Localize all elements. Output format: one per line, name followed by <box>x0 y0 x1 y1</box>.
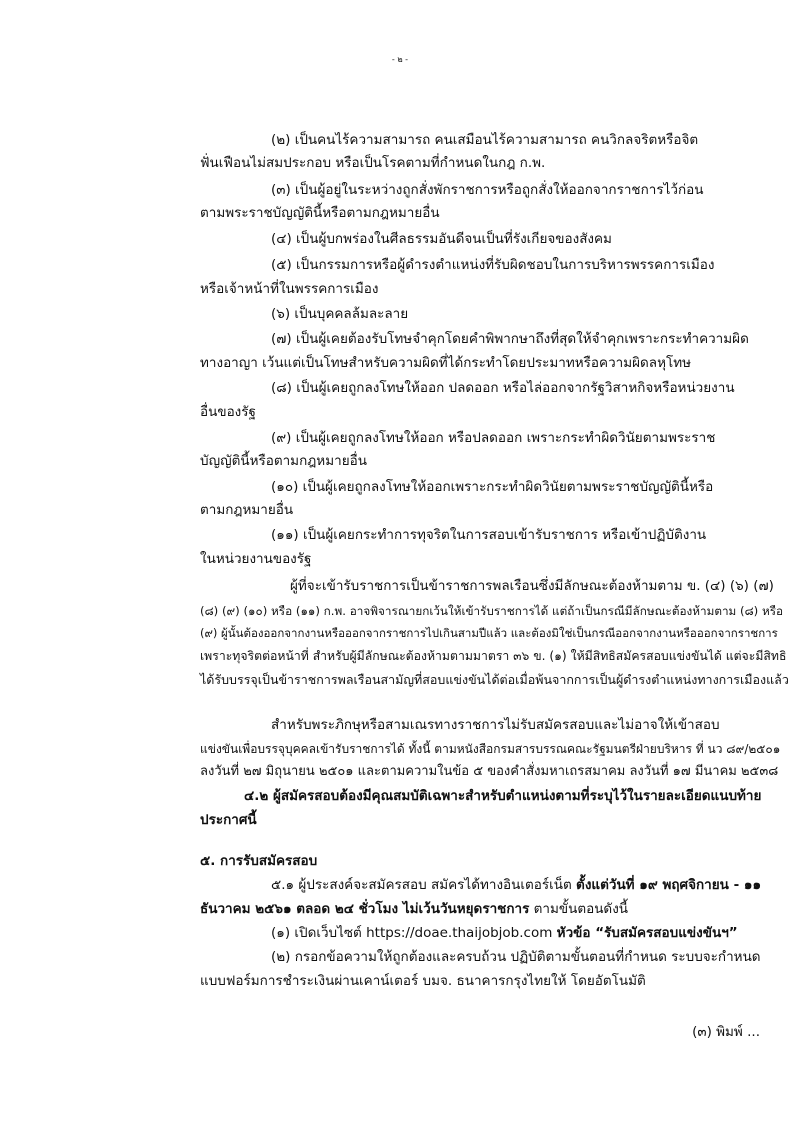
step-2-line-2: แบบฟอร์มการชำระเงินผ่านเคาน์เตอร์ บมจ. ธนาคารกรุงไทยให้ โดยอัตโนมัติ <box>200 973 646 989</box>
clause-11-line-2: ในหน่วยงานของรัฐ <box>200 551 312 567</box>
section-5-1-steps-intro: ตามขั้นตอนดังนี้ <box>533 901 629 917</box>
clause-10-line-1: (๑๐) เป็นผู้เคยถูกลงโทษให้ออกเพราะกระทำผิดวินัยตามพระราชบัญญัตินี้หรือ <box>271 479 714 495</box>
monk-para-line-2: แข่งขันเพื่อบรรจุบุคคลเข้ารับราชการได้ ทั้งนี้ ตามหนังสือกรมสารบรรณคณะรัฐมนตรีฝ่ายบริหาร ที่ นว ๘๙/๒๕๐๑ <box>200 742 781 756</box>
clause-8-line-1: (๘) เป็นผู้เคยถูกลงโทษให้ออก ปลดออก หรือไล่ออกจากรัฐวิสาหกิจหรือหน่วยงาน <box>271 380 735 396</box>
clause-5-line-1: (๕) เป็นกรรมการหรือผู้ดำรงตำแหน่งที่รับผิดชอบในการบริหารพรรคการเมือง <box>271 257 715 273</box>
section-5-1-line-2 <box>200 899 628 919</box>
clause-10-line-2: ตามกฎหมายอื่น <box>200 502 294 518</box>
section-5-1-intro: ๕.๑ ผู้ประสงค์จะสมัครสอบ สมัครได้ทางอินเตอร์เน็ต <box>271 877 572 893</box>
exemption-para-line-5: ได้รับบรรจุเป็นข้าราชการพลเรือนสามัญที่สอบแข่งขันได้ต่อเมื่อพ้นจากการเป็นผู้ดำรงตำแหน่งทางการเมืองแล้ว <box>200 672 789 687</box>
clause-4: (๔) เป็นผู้บกพร่องในศีลธรรมอันดีจนเป็นที่รังเกียจของสังคม <box>271 231 612 247</box>
section-5-heading: ๕. การรับสมัครสอบ <box>200 853 318 869</box>
clause-8-line-2: อื่นของรัฐ <box>200 404 256 420</box>
section-5-1-line-1-start <box>271 875 761 895</box>
continuation-marker: (๓) พิมพ์ ... <box>692 1024 760 1040</box>
monk-para-line-3: ลงวันที่ ๒๗ มิถุนายน ๒๕๐๑ และตามความในข้อ ๕ ของคำสั่งมหาเถรสมาคม ลงวันที่ ๑๗ มีนาคม ๒๕๓๘ <box>200 764 779 779</box>
step-1-topic: หัวข้อ “รับสมัครสอบแข่งขันฯ” <box>556 925 738 941</box>
exemption-para-line-3: (๙) ผู้นั้นต้องออกจากงานหรือออกจากราชการไปเกินสามปีแล้ว และต้องมิใช่เป็นกรณีออกจากงานหรือออกจากราชการ <box>200 626 778 640</box>
exemption-para-line-4: เพราะทุจริตต่อหน้าที่ สำหรับผู้มีลักษณะต้องห้ามตามมาตรา ๓๖ ข. (๑) ให้มีสิทธิสมัครสอบแข่งขันได้ แต่จะมีสิทธิ <box>200 649 787 663</box>
step-2-line-1: (๒) กรอกข้อความให้ถูกต้องและครบถ้วน ปฏิบัติตามขั้นตอนที่กำหนด ระบบจะกำหนด <box>271 949 761 965</box>
clause-6: (๖) เป็นบุคคลล้มละลาย <box>271 306 409 322</box>
clause-9-line-1: (๙) เป็นผู้เคยถูกลงโทษให้ออก หรือปลดออก เพราะกระทำผิดวินัยตามพระราช <box>271 430 716 446</box>
section-4-2-line-1: ๔.๒ ผู้สมัครสอบต้องมีคุณสมบัติเฉพาะสำหรับตำแหน่งตามที่ระบุไว้ในรายละเอียดแนบท้าย <box>244 788 762 804</box>
clause-9-line-2: บัญญัตินี้หรือตามกฎหมายอื่น <box>200 453 367 469</box>
clause-2-line-1: (๒) เป็นคนไร้ความสามารถ คนเสมือนไร้ความสามารถ คนวิกลจริตหรือจิต <box>271 132 699 148</box>
step-1-website: (๑) เปิดเว็บไซต์ https://doae.thaijobjob.com <box>271 925 553 941</box>
monk-para-line-1: สำหรับพระภิกษุหรือสามเณรทางราชการไม่รับสมัครสอบและไม่อาจให้เข้าสอบ <box>271 717 720 733</box>
section-5-1-date-range: ตั้งแต่วันที่ ๑๙ พฤศจิกายน - ๑๑ <box>576 877 762 893</box>
clause-3-line-2: ตามพระราชบัญญัตินี้หรือตามกฎหมายอื่น <box>200 205 440 221</box>
page-number: - ๒ - <box>391 55 409 64</box>
clause-5-line-2: หรือเจ้าหน้าที่ในพรรคการเมือง <box>200 281 379 297</box>
clause-11-line-1: (๑๑) เป็นผู้เคยกระทำการทุจริตในการสอบเข้ารับราชการ หรือเข้าปฏิบัติงาน <box>271 527 707 543</box>
exemption-para-line-2: (๘) (๙) (๑๐) หรือ (๑๑) ก.พ. อาจพิจารณายกเว้นให้เข้ารับราชการได้ แต่ถ้าเป็นกรณีมีลักษณะต้องห้ามตาม (๘) หรือ <box>200 604 784 618</box>
exemption-para-line-1: ผู้ที่จะเข้ารับราชการเป็นข้าราชการพลเรือนซึ่งมีลักษณะต้องห้ามตาม ข. (๔) (๖) (๗) <box>290 578 774 594</box>
section-5-1-hours: ธันวาคม ๒๕๖๑ ตลอด ๒๔ ชั่วโมง ไม่เว้นวันหยุดราชการ <box>200 901 530 917</box>
clause-3-line-1: (๓) เป็นผู้อยู่ในระหว่างถูกสั่งพักราชการหรือถูกสั่งให้ออกจากราชการไว้ก่อน <box>271 182 704 198</box>
clause-2-line-2: ฟั่นเฟือนไม่สมประกอบ หรือเป็นโรคตามที่กำหนดในกฎ ก.พ. <box>200 155 546 171</box>
clause-7-line-1: (๗) เป็นผู้เคยต้องรับโทษจำคุกโดยคำพิพากษาถึงที่สุดให้จำคุกเพราะกระทำความผิด <box>271 331 749 347</box>
clause-7-line-2: ทางอาญา เว้นแต่เป็นโทษสำหรับความผิดที่ได้กระทำโดยประมาทหรือความผิดลหุโทษ <box>200 355 692 371</box>
section-4-2-line-2: ประกาศนี้ <box>200 812 257 828</box>
step-1-line <box>271 923 738 943</box>
